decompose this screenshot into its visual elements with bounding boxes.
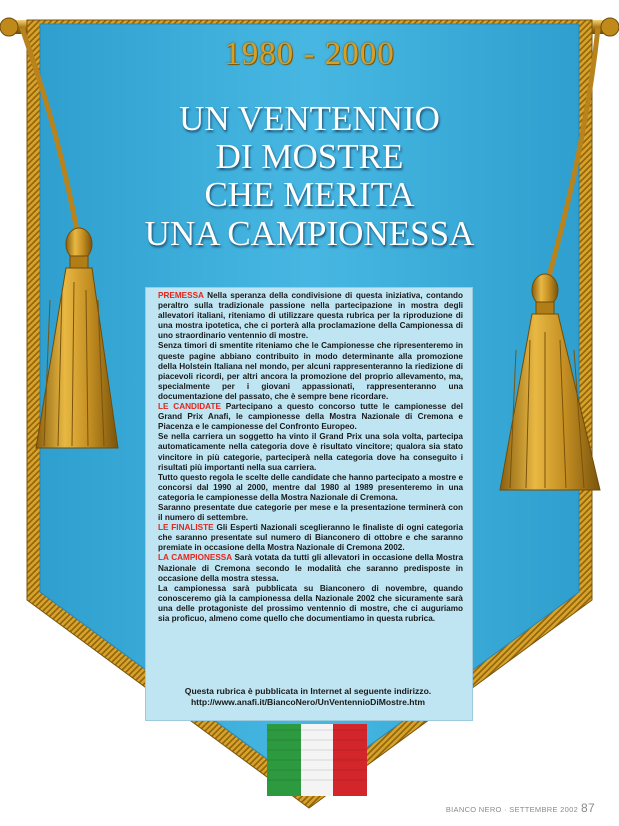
- paragraph: Se nella carriera un soggetto ha vinto il Grand Prix una sola volta, partecipa automaticamente nella categoria dove è risultato vincitore; qualora sia stato vincitore in più categorie, parteciperà nella categoria dove ha conseguito i risultati più importanti nella sua carriera.: [158, 432, 463, 472]
- article-body: [158, 291, 463, 624]
- paragraph-finaliste: LE FINALISTE Gli Esperti Nazionali sceglieranno le finaliste di ogni categoria che saranno presentate sul numero di Bianconero di ottobre e che saranno premiate in occasione della Mostra Nazionale di Cremona 2002.: [158, 523, 463, 553]
- page-footer: [446, 801, 595, 815]
- years-heading: 1980 - 2000: [224, 36, 395, 72]
- paragraph: Senza timori di smentite riteniamo che le Campionesse che ripresenteremo in queste pagine abbiano contribuito in modo determinante alla promozione della Holstein Italiana nel mondo, per alcuni rappresenteranno la riedizione di piacevoli ricordi, per altri ancora la promozione del proprio allevamento, ma, specialmente per i giovani appassionati, rappresenteranno una documentazione del passato, che è sempre bene ricordare.: [158, 341, 463, 401]
- publication-info: BIANCO NERO · SETTEMBRE 2002: [445, 805, 579, 814]
- paragraph-premessa: PREMESSA Nella speranza della condivisione di questa iniziativa, contando peraltro sulla tradizionale passione nella partecipazione in mostra degli allevatori italiani, riteniamo di utilizzare questa rubrica per la riproduzione di una mostra ipotetica, che ci porterà alla proclamazione della Campionessa di uno straordinario ventennio di mostre.: [158, 291, 463, 341]
- internet-note-text: Questa rubrica è pubblicata in Internet al seguente indirizzo.: [184, 686, 432, 696]
- paragraph-candidate: LE CANDIDATE Partecipano a questo concorso tutte le campionesse del Grand Prix Anafi, le campionesse della Mostra Nazionale di Cremona e Piacenza e le campionesse del Confronto Europeo.: [158, 402, 463, 432]
- rod-knob-left: [0, 18, 18, 36]
- section-label-finaliste: LE FINALISTE: [158, 523, 214, 533]
- italian-flag-ribbon: [267, 724, 367, 796]
- paragraph: Saranno presentate due categorie per mese e la presentazione terminerà con il numero di settembre.: [158, 502, 463, 523]
- title-line-3: CHE MERITA: [204, 175, 415, 214]
- section-label-candidate: LE CANDIDATE: [158, 402, 221, 412]
- title-line-1: UN VENTENNIO: [179, 99, 440, 138]
- internet-url[interactable]: http://www.anafi.it/BiancoNero/UnVentennioDiMostre.htm: [190, 697, 426, 707]
- paragraph: Tutto questo regola le scelte delle candidate che hanno partecipato a mostre e concorsi dal 1990 al 2000, mentre dal 1980 al 1989 presenteremo in una categoria le campionesse della Mostra Nazionale di Cremona.: [158, 472, 463, 502]
- title-line-4: UNA CAMPIONESSA: [144, 214, 475, 253]
- paragraph: La campionessa sarà pubblicata su Bianconero di novembre, quando conosceremo già la campionessa della Nazionale 2002 che sicuramente sarà una delle protagoniste del prossimo ventennio di mostre, che ci auguriamo sia proficuo, almeno come quello che documentiamo in questa rubrica.: [158, 583, 463, 623]
- section-label-campionessa: LA CAMPIONESSA: [158, 553, 232, 563]
- paragraph-campionessa: LA CAMPIONESSA Sarà votata da tutti gli allevatori in occasione della Mostra Nazionale di Cremona secondo le modalità che saranno predisposte in occasione della mostra stessa.: [158, 553, 463, 583]
- page-number: 87: [581, 801, 595, 815]
- rod-knob-right: [601, 18, 619, 36]
- title-line-2: DI MOSTRE: [215, 137, 404, 176]
- internet-note: [145, 686, 471, 708]
- section-label-premessa: PREMESSA: [158, 291, 204, 300]
